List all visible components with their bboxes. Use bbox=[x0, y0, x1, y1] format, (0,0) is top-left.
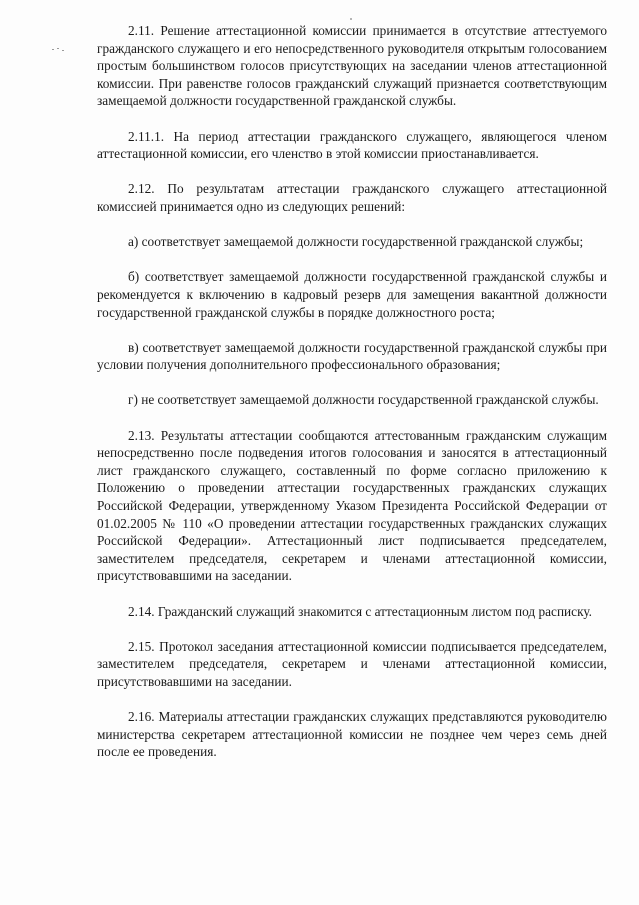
paragraph-2-14: 2.14. Гражданский служащий знакомится с аттестационным листом под расписку. bbox=[128, 603, 592, 619]
scan-artifact-dot bbox=[350, 18, 352, 20]
paragraph-2-12-g: г) не соответствует замещаемой должности государственной гражданской службы. bbox=[128, 392, 599, 408]
paragraph-2-11-1: 2.11.1. На период аттестации гражданского служащего, являющегося членом аттестационной комиссии, его членство в этой комиссии приостанавливается. bbox=[97, 128, 607, 162]
scan-artifact bbox=[52, 48, 66, 51]
paragraph-2-16: 2.16. Материалы аттестации гражданских служащих представляются руководителю министерства секретарем аттестационной комиссии не позднее чем через семь дней после ее проведения. bbox=[97, 709, 607, 760]
document-body bbox=[97, 22, 607, 779]
paragraph-2-12-v: в) соответствует замещаемой должности государственной гражданской службы при условии получения дополнительного профессионального образования; bbox=[97, 339, 607, 373]
paragraph-2-15: 2.15. Протокол заседания аттестационной комиссии подписывается председателем, заместителем председателя, секретарем и членами аттестационной комиссии, присутствовавшими на заседании. bbox=[97, 638, 607, 689]
paragraph-2-13: 2.13. Результаты аттестации сообщаются аттестованным гражданским служащим непосредственно после подведения итогов голосования и заносятся в аттестационный лист гражданского служащего, составленный по форме согласно приложению к Положению о проведении аттестации государственных гражданских служащих Российской Федерации, утвержденному Указом Президента Российской Федерации от 01.02.2005 № 110 «О проведении аттестации государственных гражданских служащих Российской Федерации». Аттестационный лист подписывается председателем, заместителем председателя, секретарем и членами аттестационной комиссии, присутствовавшими на заседании. bbox=[97, 427, 607, 584]
paragraph-2-11: 2.11. Решение аттестационной комиссии принимается в отсутствие аттестуемого гражданского служащего и его непосредственного руководителя открытым голосованием простым большинством голосов присутствующих на заседании членов аттестационной комиссии. При равенстве голосов гражданский служащий признается соответствующим замещаемой должности государственной гражданской службы. bbox=[97, 23, 607, 109]
paragraph-2-12-b: б) соответствует замещаемой должности государственной гражданской службы и рекомендуется к включению в кадровый резерв для замещения вакантной должности государственной гражданской службы в порядке должностного роста; bbox=[97, 269, 607, 320]
paragraph-2-12: 2.12. По результатам аттестации гражданского служащего аттестационной комиссией принимается одно из следующих решений: bbox=[97, 181, 607, 214]
paragraph-2-12-a: а) соответствует замещаемой должности государственной гражданской службы; bbox=[128, 234, 584, 250]
